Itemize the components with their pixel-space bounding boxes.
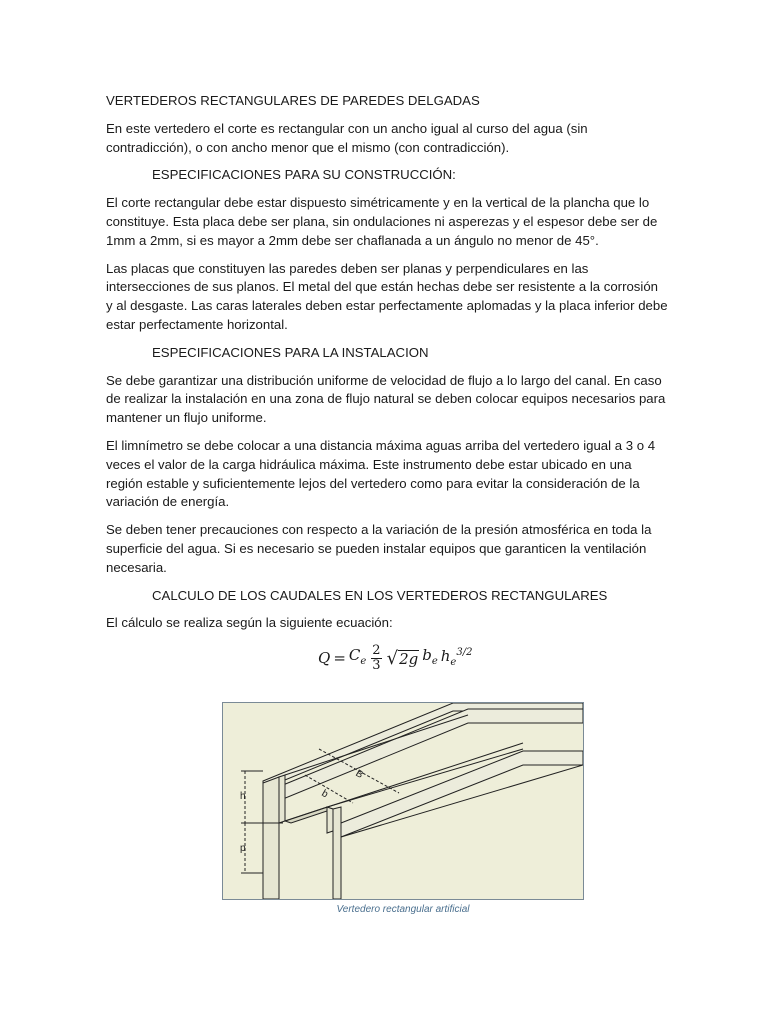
weir-notch-left	[279, 775, 285, 823]
label-b: b	[319, 788, 330, 801]
eq-lhs: Q	[318, 649, 331, 668]
discharge-equation	[106, 642, 668, 682]
eq-sqrt: √ 2g	[386, 647, 419, 669]
label-h: h	[240, 791, 246, 802]
paragraph: Las placas que constituyen las paredes deben ser planas y perpendiculares en las intersecciones de sus planos. El metal del que están hechas debe ser resistente a la corrosión y al desgaste. Las caras laterales deben estar perfectamente aplomadas y la placa inferior debe estar perfectamente horizontal.	[106, 260, 668, 332]
eq-coef: $C_e$	[348, 645, 367, 667]
eq-b: $b_e$	[422, 645, 438, 667]
weir-notch-right	[327, 807, 333, 833]
paragraph: El corte rectangular debe estar dispuesto simétricamente y en la vertical de la plancha que lo constituye. Esta placa debe ser plana, sin ondulaciones ni asperezas y el espesor debe ser de 1mm a 2mm, si es mayor a 2mm debe ser chaflanada a un ángulo no menor de 45°.	[106, 195, 658, 248]
document-title: VERTEDEROS RECTANGULARES DE PAREDES DELGADAS	[106, 93, 480, 108]
paragraph: Se deben tener precauciones con respecto a la variación de la presión atmosférica en toda la superficie del agua. Si es necesario se pueden instalar equipos que garanticen la ventilación necesaria.	[106, 522, 652, 575]
weir-front-face	[263, 777, 279, 899]
figure-caption: Vertedero rectangular artificial	[336, 904, 470, 915]
section-heading-installation: ESPECIFICACIONES PARA LA INSTALACION	[152, 344, 429, 360]
section-heading-construction: ESPECIFICACIONES PARA SU CONSTRUCCIÓN:	[152, 167, 456, 183]
weir-notch-bottom	[285, 807, 333, 823]
paragraph: Se debe garantizar una distribución uniforme de velocidad de flujo a lo largo del canal. En caso de realizar la instalación en una zona de flujo natural se deben colocar equipos necesarios para mantener un flujo uniforme.	[106, 372, 666, 426]
weir-figure	[222, 702, 584, 900]
paragraph: El limnímetro se debe colocar a una distancia máxima aguas arriba del vertedero igual a 3 o 4 veces el valor de la carga hidráulica máxima. Este instrumento debe estar ubicado en una región estable y suficientemente lejos del vertedero como para evitar la consideración de la variación de energía.	[106, 437, 656, 510]
label-p: p	[240, 843, 246, 854]
eq-h: $h_e^{3/2}$	[440, 647, 473, 669]
label-B: B	[353, 768, 365, 781]
channel-line	[285, 715, 468, 775]
intro-paragraph: En este vertedero el corte es rectangular con un ancho igual al curso del agua (sin contradicción), o con ancho menor que el mismo (con contradicción).	[106, 120, 588, 155]
paragraph: El cálculo se realiza según la siguiente ecuación:	[106, 615, 393, 631]
eq-fraction: $\frac{2}{3}$	[372, 643, 381, 674]
section-heading-calculation: CALCULO DE LOS CAUDALES EN LOS VERTEDEROS RECTANGULARES	[152, 587, 608, 603]
document-body	[106, 92, 668, 682]
right-front-face	[333, 807, 341, 899]
weir-drawing	[223, 703, 583, 899]
eq-equals: =	[333, 649, 346, 668]
right-block-top	[341, 751, 583, 837]
